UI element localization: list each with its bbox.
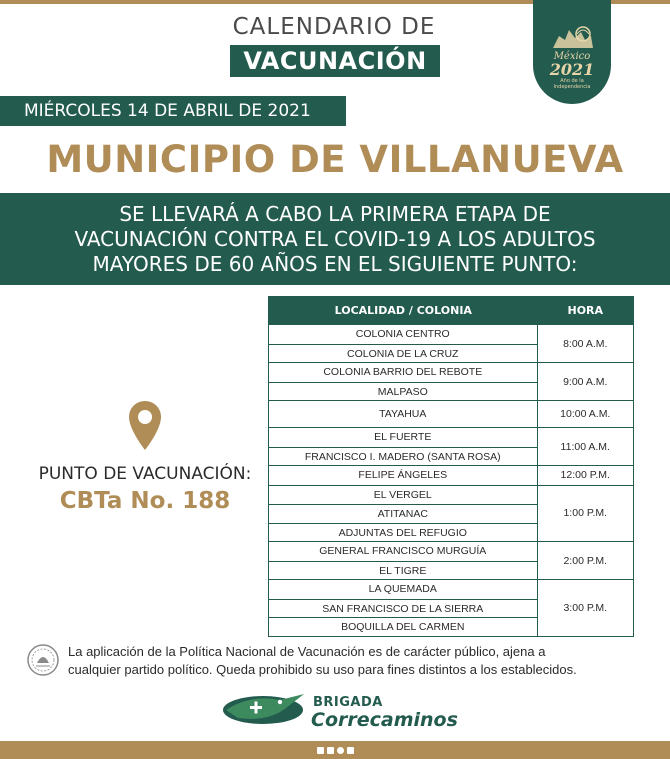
title-line1: CALENDARIO DE bbox=[232, 14, 436, 40]
location-cell: COLONIA CENTRO bbox=[355, 328, 450, 340]
punto-label: PUNTO DE VACUNACIÓN: bbox=[38, 464, 252, 484]
logo-subtitle: Año de la Independencia bbox=[553, 78, 591, 90]
location-cell: FRANCISCO I. MADERO (SANTA ROSA) bbox=[269, 447, 537, 466]
announcement-banner bbox=[0, 193, 670, 285]
national-seal-icon bbox=[26, 643, 60, 677]
hora-cell: 2:00 P.M. bbox=[563, 554, 608, 567]
schedule-table bbox=[268, 296, 634, 637]
hora-cell: 3:00 P.M. bbox=[563, 601, 608, 614]
map-pin-icon bbox=[128, 400, 162, 452]
banner-line2: VACUNACIÓN CONTRA EL COVID-19 A LOS ADULTOS bbox=[74, 227, 596, 251]
table-row bbox=[269, 427, 633, 465]
table-row bbox=[269, 324, 633, 362]
table-row bbox=[269, 362, 633, 400]
banner-line1: SE LLEVARÁ A CABO LA PRIMERA ETAPA DE bbox=[119, 202, 551, 226]
table-row bbox=[269, 541, 633, 579]
hora-cell: 1:00 P.M. bbox=[563, 507, 608, 520]
punto-place: CBTa No. 188 bbox=[59, 488, 231, 514]
roadrunner-icon bbox=[220, 688, 306, 730]
location-cell: ADJUNTAS DEL REFUGIO bbox=[269, 523, 537, 542]
eagle-emblem-icon bbox=[547, 22, 597, 54]
location-cell: FELIPE ÁNGELES bbox=[358, 469, 448, 481]
location-cell: COLONIA DE LA CRUZ bbox=[269, 344, 537, 363]
disclaimer bbox=[68, 643, 648, 679]
location-cell: EL TIGRE bbox=[269, 561, 537, 580]
location-cell: EL FUERTE bbox=[374, 431, 432, 443]
footer-bar bbox=[0, 741, 670, 759]
table-row bbox=[269, 400, 633, 427]
table-row bbox=[269, 485, 633, 542]
hora-cell: 12:00 P.M. bbox=[560, 469, 610, 482]
location-cell: SAN FRANCISCO DE LA SIERRA bbox=[269, 599, 537, 618]
location-cell: MALPASO bbox=[269, 382, 537, 401]
disclaimer-line1: La aplicación de la Política Nacional de Vacunación es de carácter público, ajena a bbox=[68, 644, 546, 659]
hora-cell: 10:00 A.M. bbox=[560, 408, 611, 420]
twitter-icon bbox=[327, 747, 334, 754]
location-cell: BOQUILLA DEL CARMEN bbox=[269, 617, 537, 636]
hora-cell: 8:00 A.M. bbox=[563, 337, 608, 350]
location-cell: ATITANAC bbox=[269, 504, 537, 523]
logo-country: México bbox=[553, 51, 591, 62]
instagram-icon bbox=[337, 747, 344, 754]
municipio-title: MUNICIPIO DE VILLANUEVA bbox=[46, 138, 624, 181]
logo-year: 2021 bbox=[549, 60, 595, 79]
disclaimer-line2: cualquier partido político. Queda prohibido su uso para fines distintos a los establecidos. bbox=[68, 662, 577, 677]
brigada-line1: BRIGADA bbox=[313, 695, 383, 710]
location-cell: GENERAL FRANCISCO MURGUÍA bbox=[319, 545, 487, 557]
location-cell: LA QUEMADA bbox=[368, 583, 437, 595]
table-row bbox=[269, 465, 633, 485]
banner-line3: MAYORES DE 60 AÑOS EN EL SIGUIENTE PUNTO: bbox=[92, 252, 578, 276]
brigada-line2: Correcaminos bbox=[311, 709, 458, 731]
header-localidad: LOCALIDAD / COLONIA bbox=[334, 304, 472, 317]
table-row bbox=[269, 579, 633, 636]
table-header bbox=[269, 297, 633, 324]
title-line2: VACUNACIÓN bbox=[230, 45, 440, 77]
location-cell: COLONIA BARRIO DEL REBOTE bbox=[323, 366, 483, 378]
header-hora: HORA bbox=[567, 304, 604, 317]
hora-cell: 11:00 A.M. bbox=[560, 440, 610, 453]
date-bar: MIÉRCOLES 14 DE ABRIL DE 2021 bbox=[0, 96, 346, 126]
facebook-icon bbox=[317, 747, 324, 754]
youtube-icon bbox=[347, 747, 354, 754]
mexico-2021-logo bbox=[533, 0, 611, 104]
location-cell: EL VERGEL bbox=[373, 488, 432, 501]
location-cell: TAYAHUA bbox=[379, 408, 427, 420]
hora-cell: 9:00 A.M. bbox=[563, 375, 608, 388]
